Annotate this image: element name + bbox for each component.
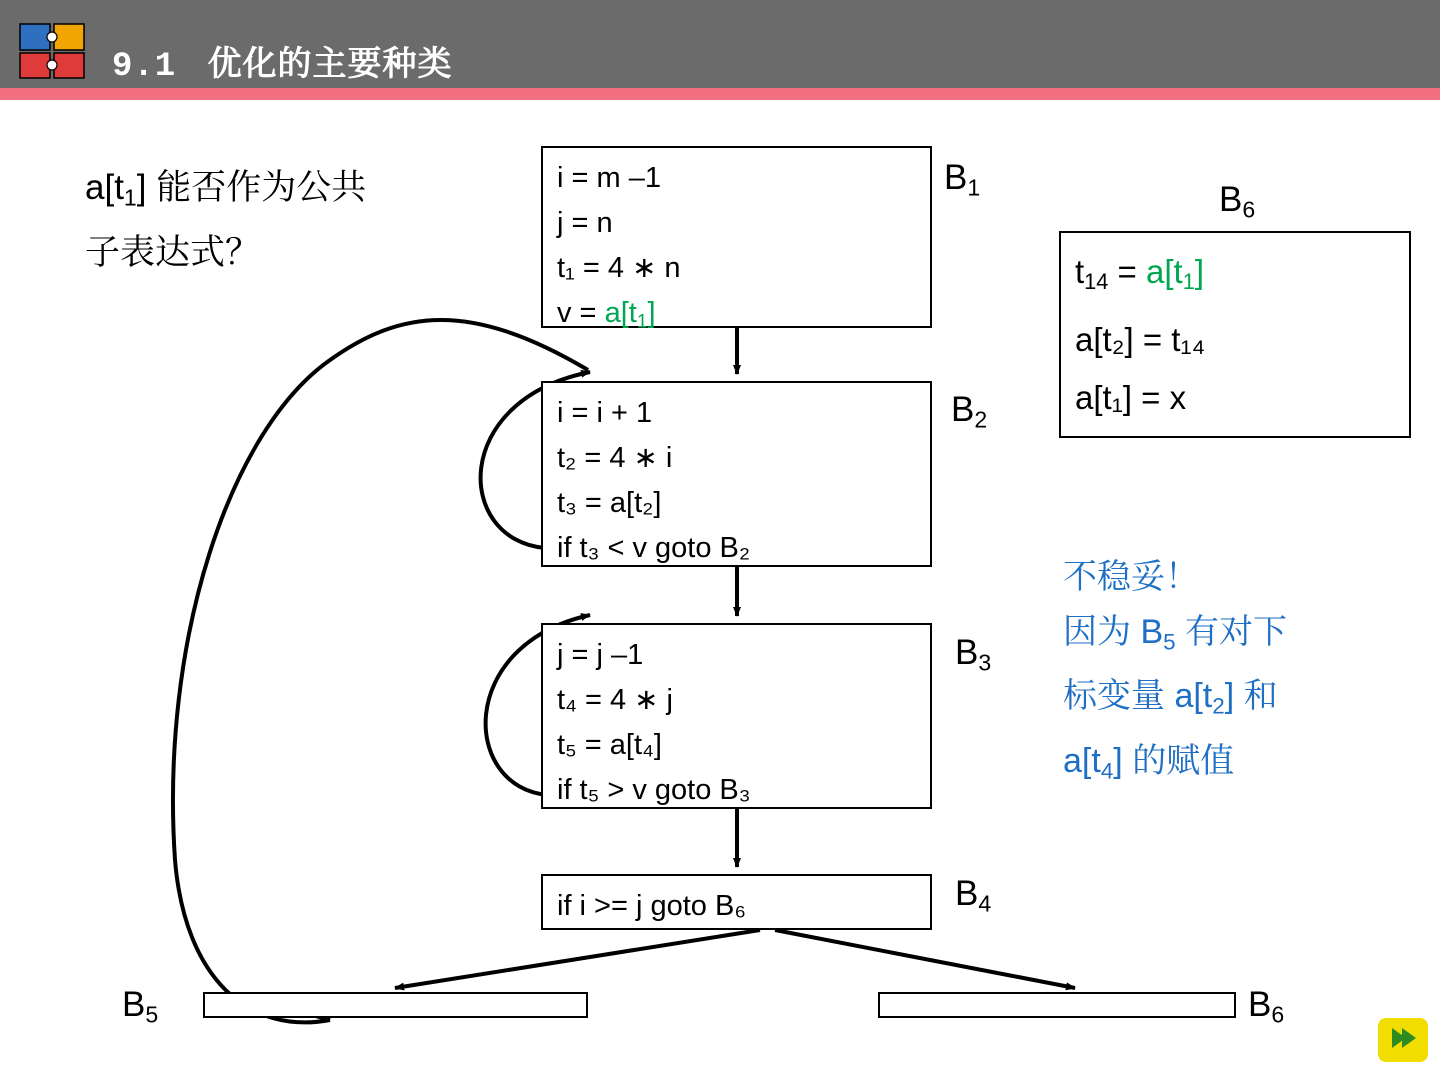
question-line2: 子表达式？ [85, 233, 261, 273]
b6-line-0: $t_{14} = a[t_1]$ [1075, 253, 1204, 295]
basic-block-b6-bottom [878, 992, 1236, 1018]
b1-line-0: i = m –1 [557, 162, 661, 194]
block-label-b2: $B_2$ [951, 390, 988, 433]
b1-line-2: t₁ = 4 ∗ n [557, 252, 681, 284]
next-slide-button[interactable] [1378, 1018, 1428, 1062]
block-label-b6-bottom: $B_6$ [1248, 985, 1285, 1028]
block-label-b3: $B_3$ [955, 633, 992, 676]
note-line1: 不稳妥！ [1063, 558, 1199, 596]
note-line3: 标变量 $a[t_2]$ 和 [1063, 677, 1278, 719]
b1-line-3: $v = a[t_1]$ [557, 297, 656, 333]
block-label-b4: $B_4$ [955, 874, 992, 917]
question-text [85, 160, 515, 281]
b3-line-2: t₅ = a[t₄] [557, 729, 662, 761]
b3-line-0: j = j –1 [557, 639, 644, 671]
header-underline [0, 88, 1440, 100]
basic-block-b4 [541, 874, 932, 930]
b2-line-2: t₃ = a[t₂] [557, 487, 662, 519]
b3-line-1: t₄ = 4 ∗ j [557, 684, 673, 716]
basic-block-b3 [541, 623, 932, 809]
b6-line-1: a[t₂] = t₁₄ [1075, 321, 1206, 359]
question-line1-sub: 1 [123, 184, 137, 211]
basic-block-b5 [203, 992, 588, 1018]
block-label-b1: $B_1$ [944, 158, 981, 201]
basic-block-b6-detail [1059, 231, 1411, 438]
question-line1-b: ] 能否作为公共 [136, 168, 367, 207]
b1-highlight: $a[t_1]$ [604, 297, 656, 333]
section-title: 优化的主要种类 [207, 45, 453, 83]
next-arrow-icon [1388, 1025, 1418, 1056]
b2-line-1: t₂ = 4 ∗ i [557, 442, 673, 474]
puzzle-logo-icon [18, 22, 88, 80]
b6-highlight: $a[t_1]$ [1146, 253, 1204, 295]
question-line1-a: a[t [85, 168, 124, 207]
basic-block-b2 [541, 381, 932, 567]
b4-line-0: if i >= j goto B₆ [557, 890, 747, 922]
section-number: 9.1 [112, 48, 177, 86]
b2-line-3: if t₃ < v goto B₂ [557, 532, 751, 564]
b3-line-3: if t₅ > v goto B₃ [557, 774, 751, 806]
note-line4: $a[t_4]$ 的赋值 [1063, 741, 1235, 783]
page-title [112, 36, 453, 86]
basic-block-b1 [541, 146, 932, 333]
block-label-b6-detail: $B_6$ [1219, 180, 1256, 223]
b6-line-2: a[t₁] = x [1075, 379, 1187, 417]
b1-line-1: j = n [557, 207, 613, 239]
note-line2: 因为 $B_5$ 有对下 [1063, 613, 1288, 655]
block-label-b5: $B_5$ [122, 985, 159, 1028]
b2-line-0: i = i + 1 [557, 397, 653, 429]
note-text [1063, 550, 1423, 798]
